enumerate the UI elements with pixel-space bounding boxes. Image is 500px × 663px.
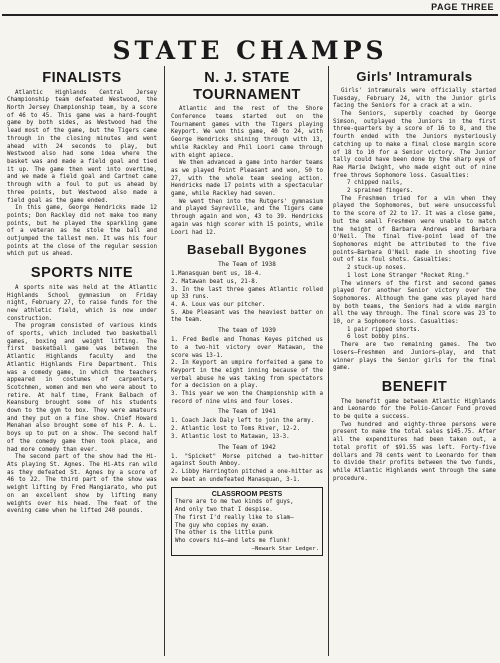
nj-state-headline [171,70,323,103]
poem-attribution: —Newark Star Ledger. [251,545,319,552]
poem-line: Who covers his—and lets me flunk! [175,537,291,544]
column-left [7,70,157,516]
intramurals-paragraph: The Seniors, superbly coached by George Simson, outplayed the Juniors in the first three-quarters by a score of 16 to 8, and the fourth ended with the Juniors mysteriously catching up to make a final close margin score of 18 to 10 for a Senior victory. The Junior tally could have been done by the sharp eye of Rae Marie Dwight, who made eight out of nine free throws Sophomore loss. Casualties: [333,111,496,179]
poem-line: The first I'd really like to slam— [175,514,294,521]
intramurals-paragraph: The winners of the first and second games played for another Senior victory over the Sophomores. Although the game was played hard by both teams, the Seniors had a wide margin all the way through. The final score was 23 to 10, or a Sophomore loss. Casualties: [333,280,496,326]
sports-nite-headline: SPORTS NITE [30,265,134,282]
casualty-item: 6 lost bobby pins. [347,334,410,341]
casualty-item: 7 chipped nails, [347,180,403,187]
bygones-item: 1.Manasquan bent us, 18-4. [171,271,262,278]
sports-nite-paragraph: The program consisted of various kinds of sports, which included two basketball games, boxing and weight lifting. The first basketball game was between the Atlantic Highlands faculty and the Atlantic Highlands Fire Department. This was a comedy game, in which the teachers appeared in costumes of carpenters, Scotchmen, women and men who were about to retire. At half time, Frank Balbach of Keansburg brought some of his students down to the gym to box. They were amateurs and they put on a fine show. Chief Howard Menahan also brought some of his P. A. L. boys up to put on a show. The second half of the comedy game then took place, and had more comedy than ever. [7,323,157,453]
poem-line: The other is the little punk [175,530,273,537]
nj-state-paragraph: Atlantic and the rest of the Shore Conference teams started out on the Tournament games with the Tigers playing Keyport. We won this game, 40 to 24, with George Hendricks shining through with 13, while Rackley and Phil Loori came through with eight apiece. [171,106,323,159]
bygones-item: 1. Fred Bedle and Thomas Keyes pitched us to a two-hit victory over Matawan, the score was 13-1. [171,337,323,359]
bygones-item: 3. In the last three games Atlantic rolled up 33 runs. [171,286,323,301]
benefit-paragraph: Two hundred and eighty-three persons were present to make the total sales $145.75. After all the expenditures had been taken out, a total profit of $91.55 was left. Forty-five dollars and 78 cents went to Leonardo for them to divide their profits between the two funds, while Atlantic Highlands went through the same procedure. [333,421,496,482]
poem-line: The guy who copies my exam. [175,522,270,529]
classroom-pests-box [171,487,323,555]
benefit-headline: BENEFIT [381,378,448,395]
sports-nite-paragraph: A sports nite was held at the Atlantic Highlands School gymnasium on Friday night, February 27, to raise funds for the new athletic field, which is now under construction. [7,284,157,322]
finalists-paragraph: In this game, George Hendricks made 12 points; Don Rackley did not make too many points, but he played the sparkling game of a veteran as he stole the ball and outjumped the tallest men. It was his four points at the close of the regular session which put us ahead. [7,205,157,258]
team-1938-heading: The Team of 1938 [218,261,276,269]
intramurals-paragraph: The Freshmen tried for a win when they played the Sophomores, but were unsuccessful to the score of 22 to 17. It was a close game, but the small Freshmen were unable to match the height of Barbara Andrews and Barbara O'Neil. The final five-point lead of the Sophomores might be attributed to the five points—Barbara O'Neil made in shooting five out of six foul shots. Casualties: [333,195,496,264]
poem-line: And only two that I despise. [175,507,273,514]
nj-state-headline-line2: TOURNAMENT [193,86,301,103]
nj-state-paragraph: We went then into the Rutgers' gymnasium and played Sayreville, and the Tigers came through again and won, 43 to 39. Hendricks again was high scorer with 15 points, while Loori had 12. [171,198,323,236]
top-rule [2,14,498,16]
girls-intramurals-headline: Girls' Intramurals [356,69,473,84]
banner-headline: STATE CHAMPS [112,36,388,65]
column-divider-2 [328,66,329,656]
bygones-item: 4. A. Loux was our pitcher. [171,302,266,309]
bygones-item: 1. "Spicket" Morse pitched a two-hitter against South Amboy. [171,453,323,468]
bygones-item: 5. Abe Pleasant was the heaviest batter on the team. [171,309,323,324]
baseball-bygones-headline: Baseball Bygones [187,242,307,258]
bygones-item: 3. Atlantic lost to Matawan, 13-3. [171,433,290,440]
bygones-item: 2. Matawan beat us, 21-8. [171,278,259,285]
casualty-item: 1 pair ripped shorts. [347,326,421,333]
nj-state-paragraph: We then advanced a game into harder teams as we played Point Pleasant and won, 50 to 27, with the whole team seeing action. Hendricks made 17 points with a spectacular game, while Rackley had seven. [171,160,323,198]
column-divider-1 [164,66,165,656]
casualty-item: 2 stuck-up noses. [347,265,407,272]
finalists-paragraph: Atlantic Highlands Central Jersey Championship team defeated Westwood, the North Jersey Championship team, by a score of 46 to 45. This game was a hard-fought game by both sides, as Westwood had the lead most of the game, but the Tigers came through in the closing minutes and went ahead with 24 seconds to play, but Westwood also had some idea where the basket was and made a field goal and tied it up. The game then went into overtime, and we made a field goal and Cartnet came through with a foul to put us ahead by three points, but Westwood also made a field goal as the game ended. [7,89,157,204]
bygones-item: 3. This year we won the Championship with a record of nine wins and four loses. [171,391,323,405]
classroom-pests-title: CLASSROOM PESTS [211,491,283,499]
column-right [333,70,496,483]
team-1939-heading: The team of 1939 [218,327,276,335]
column-middle [171,70,323,556]
casualty-item: 2 sprained fingers. [347,188,414,195]
finalists-headline: FINALISTS [42,70,122,86]
intramurals-paragraph: Girls' intramurals were officially started Tuesday, February 24, with the Junior girls facing the Seniors for a crack at a win. [333,87,496,110]
poem-line: There are to me two kinds of guys, [175,499,294,506]
nj-state-headline-line1: N. J. STATE [204,70,290,86]
casualty-item: 1 lost Lone Stranger "Rocket Ring." [347,272,470,279]
bygones-item: 2. In Keyport an umpire forfeited a game to Keyport in the eight inning because of the verbal abuse he was taking from spectators for a decision on a play. [171,360,323,390]
team-1942-heading: The Team of 1942 [218,443,276,451]
benefit-paragraph: The benefit game between Atlantic Highlands and Leonardo for the Polio-Cancer Fund proved to be quite a success. [333,398,496,421]
intramurals-paragraph: There are two remaining games. The two losers—Freshmen and Juniors—play, and that winner plays the Senior girls for the final game. [333,342,496,372]
page-number: PAGE THREE [431,2,494,12]
bygones-item: 1. Coach Jack Daly left to join the army. [171,418,315,425]
bygones-item: 2. Atlantic lost to Toms River, 12-2. [171,426,301,433]
sports-nite-paragraph: The second part of the show had the Hi-Ats playing St. Agnes. The Hi-Ats ran wild as they defeated St. Agnes by a score of 46 to 22. The third part of the show was weight lifting by Fred Mangiarato, who put on an excellent show by lifting many weights over his head. The feat of the evening came when he lifted 240 pounds. [7,454,157,515]
team-1941-heading: The Team of 1941 [218,408,276,416]
bygones-item: 2. Libby Harrington pitched a one-hitter as we beat an undefeated Manasquan, 3-1. [171,469,323,483]
